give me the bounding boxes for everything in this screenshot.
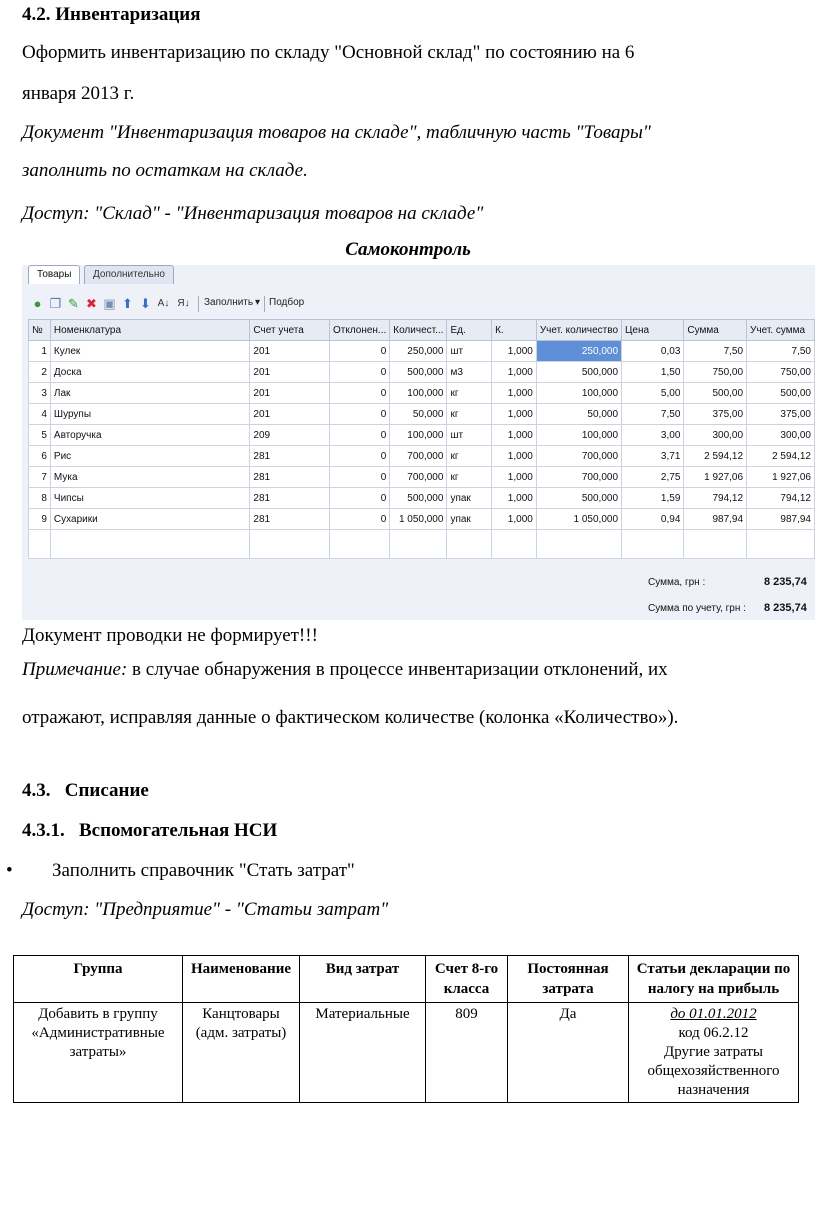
no-posting-note: Документ проводки не формирует!!! [22, 625, 318, 646]
col-price[interactable]: Цена [622, 320, 684, 341]
cell-deviation[interactable]: 0 [329, 446, 389, 467]
cell-accounted-sum[interactable]: 1 927,06 [747, 467, 815, 488]
tab-goods[interactable]: Товары [28, 265, 80, 284]
cell-account[interactable]: 201 [250, 404, 330, 425]
cell-coefficient[interactable]: 1,000 [492, 404, 537, 425]
cell-accounted-sum[interactable]: 7,50 [747, 341, 815, 362]
empty-cell [536, 530, 621, 559]
empty-cell [684, 530, 747, 559]
goods-table [28, 319, 815, 559]
cell-sum[interactable]: 500,00 [684, 383, 747, 404]
cell-account[interactable]: 281 [250, 446, 330, 467]
cell-number[interactable]: 9 [29, 509, 51, 530]
cell-unit[interactable]: шт [447, 425, 492, 446]
toolbar-separator [198, 296, 199, 312]
cell-nomenclature[interactable]: Лак [50, 383, 250, 404]
task-paragraph-line1: Оформить инвентаризацию по складу "Основной склад" по состоянию на 6 [22, 42, 635, 63]
doc-cell-name: Канцтовары (адм. затраты) [183, 1003, 300, 1103]
table-row[interactable] [29, 341, 815, 362]
table-row[interactable] [29, 467, 815, 488]
cell-nomenclature[interactable]: Мука [50, 467, 250, 488]
empty-row [29, 530, 815, 559]
cell-price[interactable]: 3,71 [622, 446, 684, 467]
doc-cell-group: Добавить в группу «Административные затраты» [14, 1003, 183, 1103]
cell-price[interactable]: 3,00 [622, 425, 684, 446]
empty-cell [50, 530, 250, 559]
cell-unit[interactable]: упак [447, 509, 492, 530]
cell-accounted-quantity[interactable]: 100,000 [536, 425, 621, 446]
cell-price[interactable]: 0,94 [622, 509, 684, 530]
edit-icon[interactable]: ✎ [68, 296, 79, 311]
table-row[interactable] [29, 404, 815, 425]
cell-accounted-sum[interactable]: 750,00 [747, 362, 815, 383]
doc-col-account: Счет 8-го класса [426, 956, 508, 1003]
cell-quantity[interactable]: 500,000 [390, 362, 447, 383]
cell-unit[interactable]: кг [447, 404, 492, 425]
cell-coefficient[interactable]: 1,000 [492, 467, 537, 488]
cell-deviation[interactable]: 0 [329, 488, 389, 509]
cell-nomenclature[interactable]: Кулек [50, 341, 250, 362]
cell-deviation[interactable]: 0 [329, 362, 389, 383]
section-heading-4-3: 4.3. Списание [22, 780, 149, 801]
empty-cell [29, 530, 51, 559]
cell-coefficient[interactable]: 1,000 [492, 383, 537, 404]
cell-deviation[interactable]: 0 [329, 341, 389, 362]
add-icon[interactable]: ● [33, 296, 42, 311]
col-accounted-quantity[interactable]: Учет. количество [536, 320, 621, 341]
cell-quantity[interactable]: 100,000 [390, 425, 447, 446]
cell-number[interactable]: 2 [29, 362, 51, 383]
expense-items-table [13, 955, 799, 1103]
cell-accounted-sum[interactable]: 500,00 [747, 383, 815, 404]
cell-price[interactable]: 5,00 [622, 383, 684, 404]
cell-coefficient[interactable]: 1,000 [492, 362, 537, 383]
empty-cell [447, 530, 492, 559]
sort-asc-icon[interactable]: A↓ [157, 298, 170, 309]
cell-sum[interactable]: 2 594,12 [684, 446, 747, 467]
cell-price[interactable]: 7,50 [622, 404, 684, 425]
cell-number[interactable]: 8 [29, 488, 51, 509]
bullet-text: Заполнить справочник "Стать затрат" [52, 860, 355, 881]
cell-quantity[interactable]: 100,000 [390, 383, 447, 404]
cell-account[interactable]: 281 [250, 509, 330, 530]
cell-nomenclature[interactable]: Шурупы [50, 404, 250, 425]
cell-deviation[interactable]: 0 [329, 509, 389, 530]
delete-icon[interactable]: ✖ [86, 296, 97, 311]
cell-coefficient[interactable]: 1,000 [492, 341, 537, 362]
empty-cell [492, 530, 537, 559]
cell-deviation[interactable]: 0 [329, 404, 389, 425]
cell-number[interactable]: 6 [29, 446, 51, 467]
cell-price[interactable]: 2,75 [622, 467, 684, 488]
doc-col-declaration: Статьи декларации по налогу на прибыль [629, 956, 799, 1003]
empty-cell [622, 530, 684, 559]
cell-accounted-quantity[interactable]: 50,000 [536, 404, 621, 425]
cell-nomenclature[interactable]: Сухарики [50, 509, 250, 530]
total-accounted-value: 8 235,74 [764, 602, 807, 614]
tab-additional[interactable]: Дополнительно [84, 265, 174, 284]
cell-unit[interactable]: шт [447, 341, 492, 362]
cell-nomenclature[interactable]: Авторучка [50, 425, 250, 446]
cell-sum[interactable]: 7,50 [684, 341, 747, 362]
cell-account[interactable]: 201 [250, 341, 330, 362]
col-unit[interactable]: Ед. [447, 320, 492, 341]
cell-accounted-quantity[interactable]: 700,000 [536, 467, 621, 488]
access-path-2: Доступ: "Предприятие" - "Статьи затрат" [22, 899, 389, 920]
cell-deviation[interactable]: 0 [329, 467, 389, 488]
cell-quantity[interactable]: 250,000 [390, 341, 447, 362]
cell-accounted-sum[interactable]: 2 594,12 [747, 446, 815, 467]
table-row[interactable] [29, 362, 815, 383]
table-row[interactable] [29, 425, 815, 446]
doc-cell-account: 809 [426, 1003, 508, 1103]
doc-cell-kind: Материальные [300, 1003, 426, 1103]
fill-dropdown-icon[interactable]: ▾ [255, 297, 261, 308]
decl-date: до 01.01.2012 [670, 1006, 757, 1022]
cell-nomenclature[interactable]: Доска [50, 362, 250, 383]
table-row[interactable] [29, 488, 815, 509]
decl-code: код 06.2.12 [678, 1025, 749, 1041]
toolbar-separator [264, 296, 265, 312]
cell-unit[interactable]: м3 [447, 362, 492, 383]
total-accounted-label: Сумма по учету, грн : [648, 603, 746, 614]
cell-accounted-quantity[interactable]: 500,000 [536, 488, 621, 509]
cell-quantity[interactable]: 700,000 [390, 446, 447, 467]
col-coefficient[interactable]: К. [492, 320, 537, 341]
document-instruction-line1: Документ "Инвентаризация товаров на складе", табличную часть "Товары" [22, 122, 651, 143]
cell-sum[interactable]: 794,12 [684, 488, 747, 509]
cell-quantity[interactable]: 1 050,000 [390, 509, 447, 530]
cell-unit[interactable]: упак [447, 488, 492, 509]
cell-sum[interactable]: 375,00 [684, 404, 747, 425]
cell-quantity[interactable]: 50,000 [390, 404, 447, 425]
cell-sum[interactable]: 1 927,06 [684, 467, 747, 488]
note-line1 [22, 657, 668, 683]
doc-table-header [14, 956, 799, 1003]
cell-accounted-quantity[interactable]: 100,000 [536, 383, 621, 404]
task-paragraph-line2: января 2013 г. [22, 83, 135, 104]
cell-account[interactable]: 281 [250, 467, 330, 488]
note-line2: отражают, исправляя данные о фактическом количестве (колонка «Количество»). [22, 707, 679, 728]
cell-accounted-quantity[interactable]: 700,000 [536, 446, 621, 467]
cell-price[interactable]: 1,59 [622, 488, 684, 509]
empty-cell [250, 530, 330, 559]
cell-number[interactable]: 1 [29, 341, 51, 362]
cell-accounted-quantity[interactable]: 250,000 [536, 341, 621, 362]
empty-cell [747, 530, 815, 559]
col-deviation[interactable]: Отклонен... [329, 320, 389, 341]
col-account[interactable]: Счет учета [250, 320, 330, 341]
cell-nomenclature[interactable]: Чипсы [50, 488, 250, 509]
cell-coefficient[interactable]: 1,000 [492, 446, 537, 467]
cell-number[interactable]: 3 [29, 383, 51, 404]
table-row[interactable] [29, 509, 815, 530]
cell-coefficient[interactable]: 1,000 [492, 509, 537, 530]
total-label: Сумма, грн : [648, 577, 706, 588]
cell-accounted-sum[interactable]: 300,00 [747, 425, 815, 446]
col-quantity[interactable]: Количест... [390, 320, 447, 341]
cell-coefficient[interactable]: 1,000 [492, 425, 537, 446]
table-row[interactable] [29, 446, 815, 467]
cell-quantity[interactable]: 700,000 [390, 467, 447, 488]
section-heading-4-3-1: 4.3.1. Вспомогательная НСИ [22, 820, 278, 841]
empty-cell [390, 530, 447, 559]
sort-desc-icon[interactable]: Я↓ [177, 298, 190, 309]
cell-number[interactable]: 5 [29, 425, 51, 446]
doc-col-kind: Вид затрат [300, 956, 426, 1003]
section-heading-4-2: 4.2. Инвентаризация [22, 4, 201, 25]
cell-accounted-sum[interactable]: 375,00 [747, 404, 815, 425]
cell-quantity[interactable]: 500,000 [390, 488, 447, 509]
cell-unit[interactable]: кг [447, 467, 492, 488]
cell-sum[interactable]: 750,00 [684, 362, 747, 383]
cell-number[interactable]: 4 [29, 404, 51, 425]
cell-account[interactable]: 281 [250, 488, 330, 509]
note-text-1: в случае обнаружения в процессе инвентаризации отклонений, их [127, 659, 668, 680]
copy-icon[interactable]: ❐ [49, 296, 62, 311]
cell-accounted-quantity[interactable]: 1 050,000 [536, 509, 621, 530]
note-label: Примечание: [22, 659, 128, 680]
move-down-icon[interactable]: ⬇ [140, 296, 151, 311]
doc-table-row [14, 1003, 799, 1103]
empty-cell [329, 530, 389, 559]
cell-account[interactable]: 201 [250, 383, 330, 404]
cell-sum[interactable]: 300,00 [684, 425, 747, 446]
cell-deviation[interactable]: 0 [329, 383, 389, 404]
move-up-icon[interactable]: ⬆ [122, 296, 133, 311]
cell-accounted-quantity[interactable]: 500,000 [536, 362, 621, 383]
fill-button[interactable]: Заполнить [204, 297, 254, 308]
cell-account[interactable]: 201 [250, 362, 330, 383]
cell-account[interactable]: 209 [250, 425, 330, 446]
cell-number[interactable]: 7 [29, 467, 51, 488]
cell-accounted-sum[interactable]: 987,94 [747, 509, 815, 530]
doc-col-constant: Постоянная затрата [508, 956, 629, 1003]
col-nomenclature[interactable]: Номенклатура [50, 320, 250, 341]
table-toolbar [28, 293, 808, 315]
end-edit-icon[interactable]: ▣ [103, 296, 116, 311]
doc-col-group: Группа [14, 956, 183, 1003]
access-path: Доступ: "Склад" - "Инвентаризация товаров на складе" [22, 203, 484, 224]
self-control-heading: Самоконтроль [345, 239, 471, 260]
col-accounted-sum[interactable]: Учет. сумма [747, 320, 815, 341]
col-sum[interactable]: Сумма [684, 320, 747, 341]
doc-cell-constant: Да [508, 1003, 629, 1103]
table-row[interactable] [29, 383, 815, 404]
table-header-row [29, 320, 815, 341]
total-value: 8 235,74 [764, 576, 807, 588]
cell-accounted-sum[interactable]: 794,12 [747, 488, 815, 509]
document-instruction-line2: заполнить по остаткам на складе. [22, 160, 308, 181]
inventory-screenshot [22, 265, 815, 620]
cell-unit[interactable]: кг [447, 446, 492, 467]
bullet-icon: • [6, 860, 13, 881]
decl-text: Другие затраты общехозяйственного назначения [647, 1044, 780, 1098]
cell-deviation[interactable]: 0 [329, 425, 389, 446]
doc-col-name: Наименование [183, 956, 300, 1003]
doc-cell-declaration [629, 1003, 799, 1103]
cell-nomenclature[interactable]: Рис [50, 446, 250, 467]
cell-sum[interactable]: 987,94 [684, 509, 747, 530]
cell-coefficient[interactable]: 1,000 [492, 488, 537, 509]
select-button[interactable]: Подбор [269, 297, 305, 308]
col-number[interactable]: № [29, 320, 51, 341]
cell-price[interactable]: 0,03 [622, 341, 684, 362]
cell-price[interactable]: 1,50 [622, 362, 684, 383]
cell-unit[interactable]: кг [447, 383, 492, 404]
